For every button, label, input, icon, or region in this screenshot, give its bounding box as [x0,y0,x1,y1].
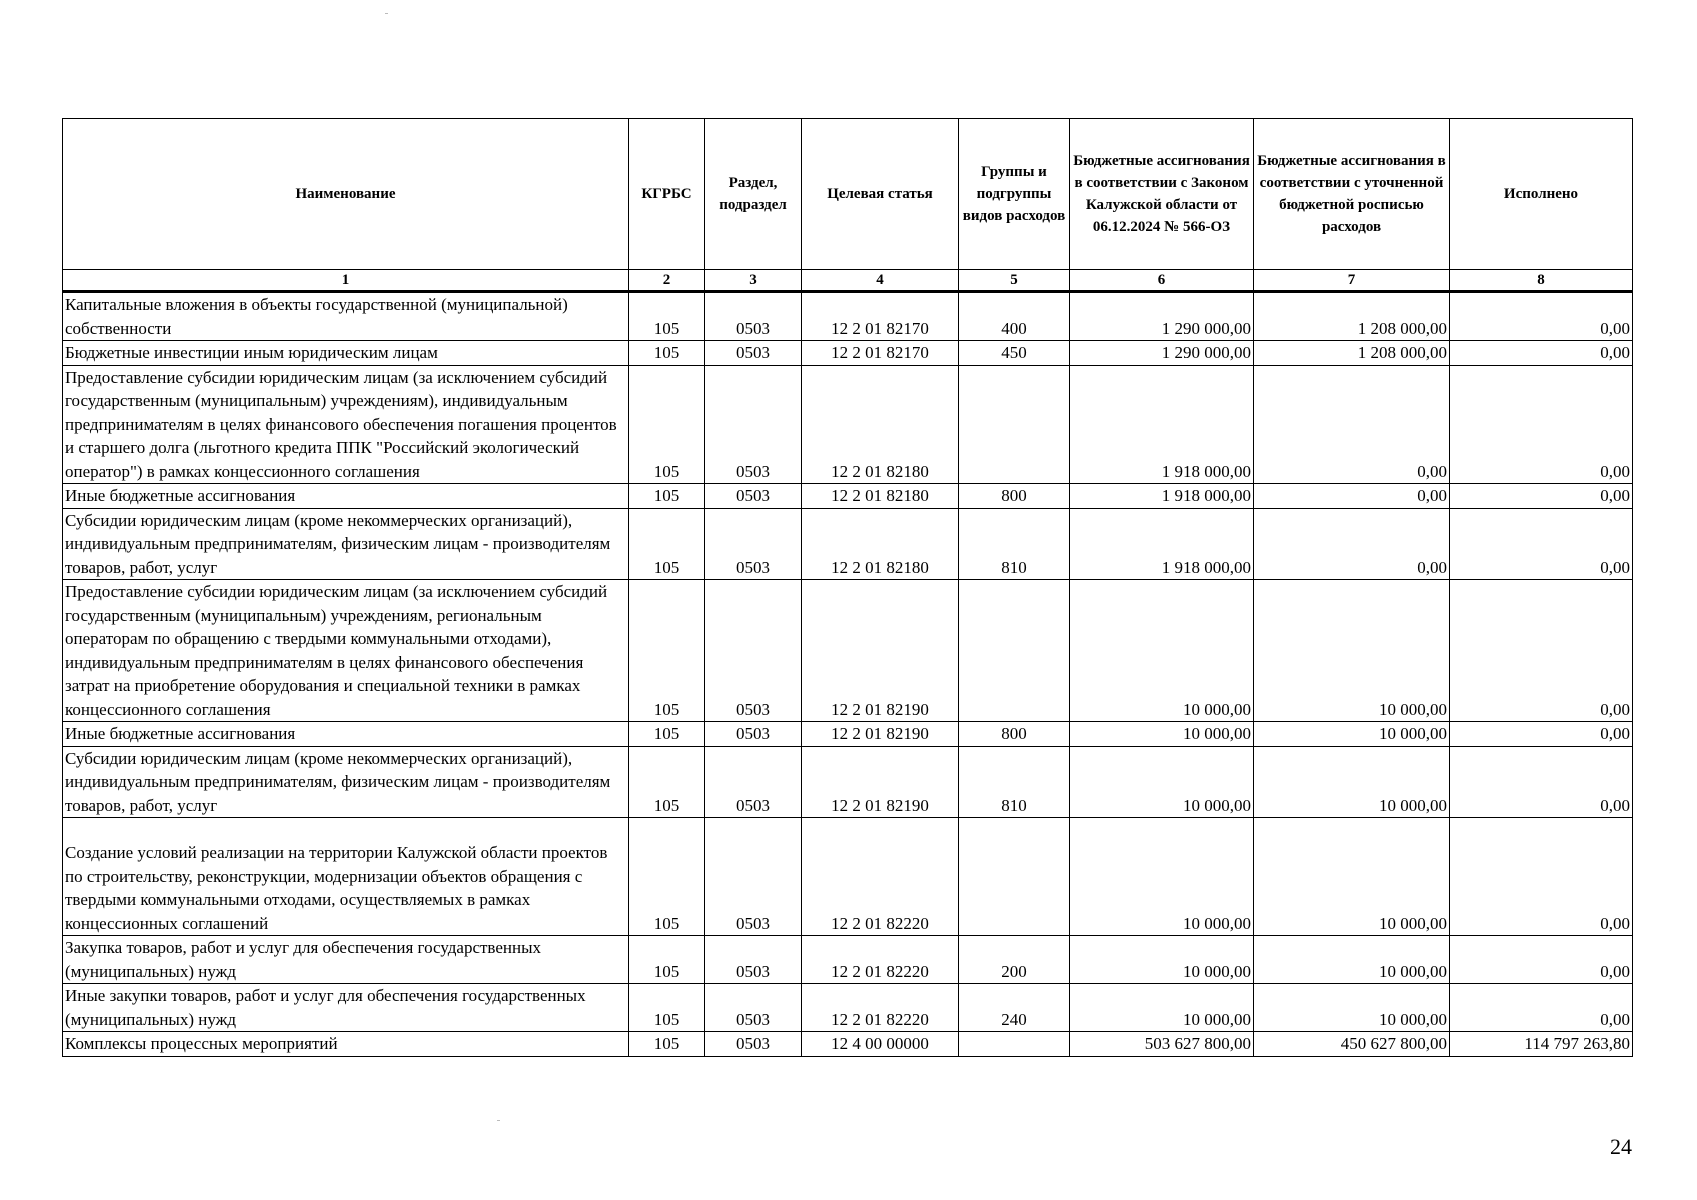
table-body [63,292,1633,1057]
row-kgrbs: 105 [629,1032,705,1057]
column-number: 7 [1254,270,1450,292]
row-kgrbs: 105 [629,341,705,366]
column-number: 8 [1450,270,1633,292]
row-name: Иные закупки товаров, работ и услуг для обеспечения государственных (муниципальных) нужд [63,984,629,1032]
table-row [63,484,1633,509]
row-section: 0503 [705,484,802,509]
row-kgrbs: 105 [629,484,705,509]
row-law: 503 627 800,00 [1070,1032,1254,1057]
row-section: 0503 [705,508,802,580]
row-refined: 10 000,00 [1254,746,1450,818]
row-target: 12 2 01 82220 [802,936,959,984]
row-executed: 0,00 [1450,484,1633,509]
row-executed: 114 797 263,80 [1450,1032,1633,1057]
budget-table [62,118,1633,1057]
row-name: Комплексы процессных мероприятий [63,1032,629,1057]
row-refined: 1 208 000,00 [1254,292,1450,341]
row-law: 1 918 000,00 [1070,484,1254,509]
header-kgrbs: КГРБС [629,119,705,270]
row-law: 10 000,00 [1070,818,1254,936]
row-law: 10 000,00 [1070,746,1254,818]
row-kgrbs: 105 [629,580,705,722]
row-name: Предоставление субсидии юридическим лицам (за исключением субсидий государственным (муниципальным) учреждениям), индивидуальным предпринимателям в целях финансового обеспечения погашения процентов и старшего долга (льготного кредита ППК "Российский экологический оператор") в рамках концессионного соглашения [63,365,629,484]
column-number: 4 [802,270,959,292]
row-executed: 0,00 [1450,508,1633,580]
row-target: 12 2 01 82190 [802,580,959,722]
table-row [63,722,1633,747]
row-kgrbs: 105 [629,508,705,580]
row-target: 12 4 00 00000 [802,1032,959,1057]
table-row [63,1032,1633,1057]
column-number: 5 [959,270,1070,292]
table-row [63,746,1633,818]
row-target: 12 2 01 82170 [802,341,959,366]
row-law: 10 000,00 [1070,722,1254,747]
row-law: 10 000,00 [1070,580,1254,722]
row-section: 0503 [705,365,802,484]
row-law: 1 290 000,00 [1070,341,1254,366]
row-executed: 0,00 [1450,936,1633,984]
table-row [63,984,1633,1032]
row-target: 12 2 01 82180 [802,365,959,484]
row-group: 400 [959,292,1070,341]
row-section: 0503 [705,341,802,366]
row-refined: 10 000,00 [1254,936,1450,984]
scan-mark [385,13,388,14]
row-name: Создание условий реализации на территории Калужской области проектов по строительству, реконструкции, модернизации объектов обращения с твердыми коммунальными отходами, осуществляемых в рамках концессионных соглашений [63,818,629,936]
row-law: 10 000,00 [1070,936,1254,984]
column-number: 6 [1070,270,1254,292]
row-refined: 10 000,00 [1254,580,1450,722]
table-row [63,292,1633,341]
row-refined: 1 208 000,00 [1254,341,1450,366]
row-name: Бюджетные инвестиции иным юридическим лицам [63,341,629,366]
row-executed: 0,00 [1450,341,1633,366]
header-executed: Исполнено [1450,119,1633,270]
page-number: 24 [1610,1134,1632,1159]
row-name: Субсидии юридическим лицам (кроме некоммерческих организаций), индивидуальным предпринимателям, физическим лицам - производителям товаров, работ, услуг [63,746,629,818]
row-name: Капитальные вложения в объекты государственной (муниципальной) собственности [63,292,629,341]
row-kgrbs: 105 [629,818,705,936]
column-number: 2 [629,270,705,292]
header-refined: Бюджетные ассигнования в соответствии с уточненной бюджетной росписью расходов [1254,119,1450,270]
header-groups: Группы и подгруппы видов расходов [959,119,1070,270]
row-group: 200 [959,936,1070,984]
row-name: Предоставление субсидии юридическим лицам (за исключением субсидий государственным (муниципальным) учреждениям, региональным операторам по обращению с твердыми коммунальными отходами), индивидуальным предпринимателям в целях финансового обеспечения затрат на приобретение оборудования и специальной техники в рамках концессионного соглашения [63,580,629,722]
row-group [959,818,1070,936]
row-section: 0503 [705,936,802,984]
header-section: Раздел, подраздел [705,119,802,270]
row-refined: 10 000,00 [1254,984,1450,1032]
row-law: 1 290 000,00 [1070,292,1254,341]
row-section: 0503 [705,746,802,818]
row-name: Закупка товаров, работ и услуг для обеспечения государственных (муниципальных) нужд [63,936,629,984]
row-section: 0503 [705,818,802,936]
row-kgrbs: 105 [629,746,705,818]
row-executed: 0,00 [1450,746,1633,818]
row-refined: 450 627 800,00 [1254,1032,1450,1057]
row-executed: 0,00 [1450,292,1633,341]
row-target: 12 2 01 82180 [802,484,959,509]
row-section: 0503 [705,1032,802,1057]
row-target: 12 2 01 82190 [802,722,959,747]
row-target: 12 2 01 82220 [802,818,959,936]
header-target: Целевая статья [802,119,959,270]
row-name: Иные бюджетные ассигнования [63,484,629,509]
row-target: 12 2 01 82180 [802,508,959,580]
row-refined: 0,00 [1254,484,1450,509]
table-row [63,936,1633,984]
row-law: 10 000,00 [1070,984,1254,1032]
row-group: 450 [959,341,1070,366]
table-row [63,341,1633,366]
row-group [959,580,1070,722]
row-target: 12 2 01 82220 [802,984,959,1032]
row-kgrbs: 105 [629,722,705,747]
column-number: 1 [63,270,629,292]
row-executed: 0,00 [1450,984,1633,1032]
table-header [63,119,1633,292]
table-row [63,508,1633,580]
table-row [63,818,1633,936]
row-kgrbs: 105 [629,292,705,341]
row-group: 240 [959,984,1070,1032]
row-group: 800 [959,722,1070,747]
row-target: 12 2 01 82170 [802,292,959,341]
row-name: Субсидии юридическим лицам (кроме некоммерческих организаций), индивидуальным предпринимателям, физическим лицам - производителям товаров, работ, услуг [63,508,629,580]
row-group [959,365,1070,484]
row-kgrbs: 105 [629,365,705,484]
row-refined: 0,00 [1254,365,1450,484]
row-executed: 0,00 [1450,365,1633,484]
row-target: 12 2 01 82190 [802,746,959,818]
row-group [959,1032,1070,1057]
row-name: Иные бюджетные ассигнования [63,722,629,747]
row-section: 0503 [705,292,802,341]
row-refined: 10 000,00 [1254,722,1450,747]
row-section: 0503 [705,580,802,722]
row-section: 0503 [705,722,802,747]
scan-mark [497,1120,500,1121]
row-executed: 0,00 [1450,818,1633,936]
row-law: 1 918 000,00 [1070,365,1254,484]
table-row [63,580,1633,722]
row-law: 1 918 000,00 [1070,508,1254,580]
row-section: 0503 [705,984,802,1032]
row-executed: 0,00 [1450,722,1633,747]
header-law: Бюджетные ассигнования в соответствии с Законом Калужской области от 06.12.2024 № 566-ОЗ [1070,119,1254,270]
header-name: Наименование [63,119,629,270]
row-group: 810 [959,508,1070,580]
row-refined: 0,00 [1254,508,1450,580]
row-group: 800 [959,484,1070,509]
row-refined: 10 000,00 [1254,818,1450,936]
column-number: 3 [705,270,802,292]
row-kgrbs: 105 [629,936,705,984]
row-group: 810 [959,746,1070,818]
row-kgrbs: 105 [629,984,705,1032]
row-executed: 0,00 [1450,580,1633,722]
table-row [63,365,1633,484]
